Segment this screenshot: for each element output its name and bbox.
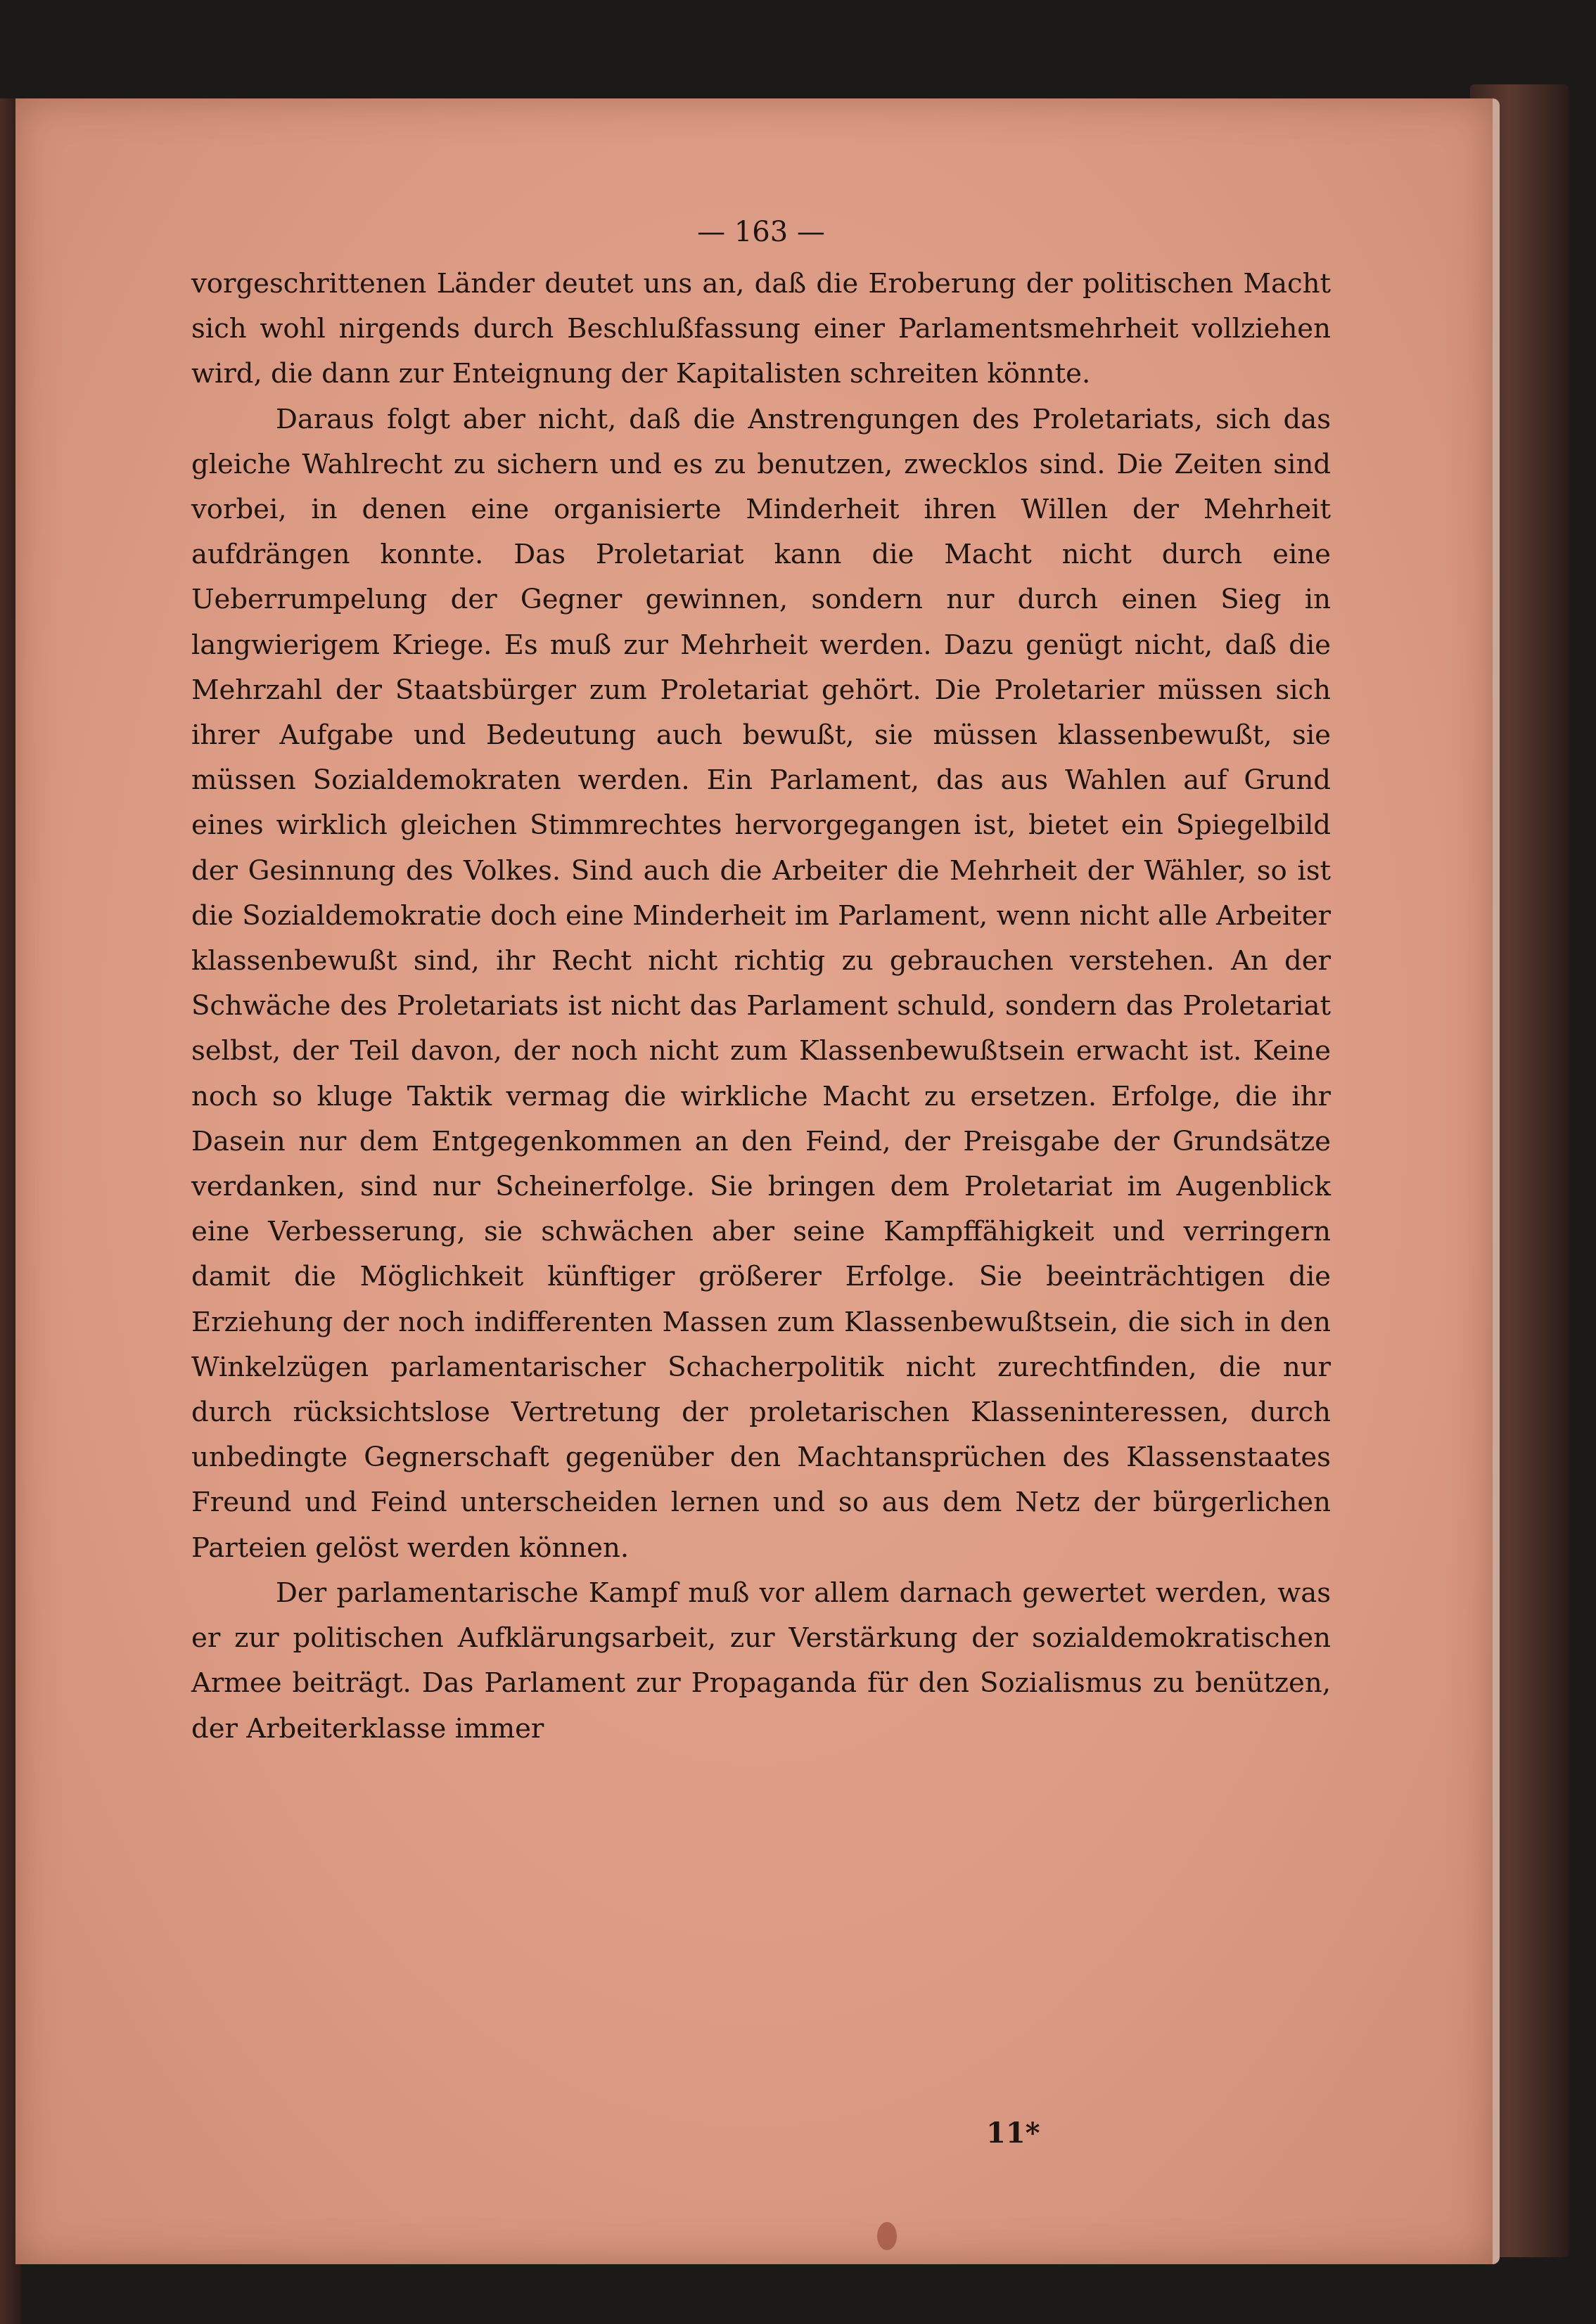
paragraph-1: vorgeschrittenen Länder deutet uns an, daß die Eroberung der politischen Macht sich wohl nirgends durch Beschlußfassung einer Parlamentsmehrheit vollziehen wird, die dann zur Enteignung der Kapitalisten schreiten könnte. — [191, 268, 1331, 390]
text-block — [191, 211, 1331, 1752]
paragraph-3: Der parlamentarische Kampf muß vor allem darnach gewertet werden, was er zur politischen Aufklärungsarbeit, zur Verstärkung der sozialdemokratischen Armee beiträgt. Das Parlament zur Propaganda für den Sozialismus zu benützen, der Arbeiterklasse immer — [191, 1577, 1331, 1745]
signature-mark: 11* — [986, 2117, 1040, 2150]
page-number: — 163 — — [697, 216, 825, 248]
body-text — [191, 262, 1331, 1752]
paragraph-2: Daraus folgt aber nicht, daß die Anstrengungen des Proletariats, sich das gleiche Wahlrecht zu sichern und es zu benutzen, zwecklos sind. Die Zeiten sind vorbei, in denen eine organisierte Minderheit ihren Willen der Mehrheit aufdrängen konnte. Das Proletariat kann die Macht nicht durch eine Ueberrumpelung der Gegner gewinnen, sondern nur durch einen Sieg in langwierigem Kriege. Es muß zur Mehrheit werden. Dazu genügt nicht, daß die Mehrzahl der Staatsbürger zum Proletariat gehört. Die Proletarier müssen sich ihrer Aufgabe und Bedeutung auch bewußt, sie müssen klassenbewußt, sie müssen Sozialdemokraten werden. Ein Parlament, das aus Wahlen auf Grund eines wirklich gleichen Stimmrechtes hervorgegangen ist, bietet ein Spiegelbild der Gesinnung des Volkes. Sind auch die Arbeiter die Mehrheit der Wähler, so ist die Sozialdemokratie doch eine Minderheit im Parlament, wenn nicht alle Arbeiter klassenbewußt sind, ihr Recht nicht richtig zu gebrauchen verstehen. An der Schwäche des Proletariats ist nicht das Parlament schuld, sondern das Proletariat selbst, der Teil davon, der noch nicht zum Klassenbewußtsein erwacht ist. Keine noch so kluge Taktik vermag die wirkliche Macht zu ersetzen. Erfolge, die ihr Dasein nur dem Entgegenkommen an den Feind, der Preisgabe der Grundsätze verdanken, sind nur Scheinerfolge. Sie bringen dem Proletariat im Augenblick eine Verbesserung, sie schwächen aber seine Kampffähigkeit und verringern damit die Möglichkeit künftiger größerer Erfolge. Sie beeinträchtigen die Erziehung der noch indifferenten Massen zum Klassenbewußtsein, die sich in den Winkelzügen parlamentarischer Schacherpolitik nicht zurechtfinden, die nur durch rücksichtslose Vertretung der proletarischen Klasseninteressen, durch unbedingte Gegnerschaft gegenüber den Machtansprüchen des Klassenstaates Freund und Feind unterscheiden lernen und so aus dem Netz der bürgerlichen Parteien gelöst werden können. — [191, 403, 1331, 1564]
ink-stain — [877, 2222, 897, 2250]
page-sheet — [15, 98, 1500, 2264]
